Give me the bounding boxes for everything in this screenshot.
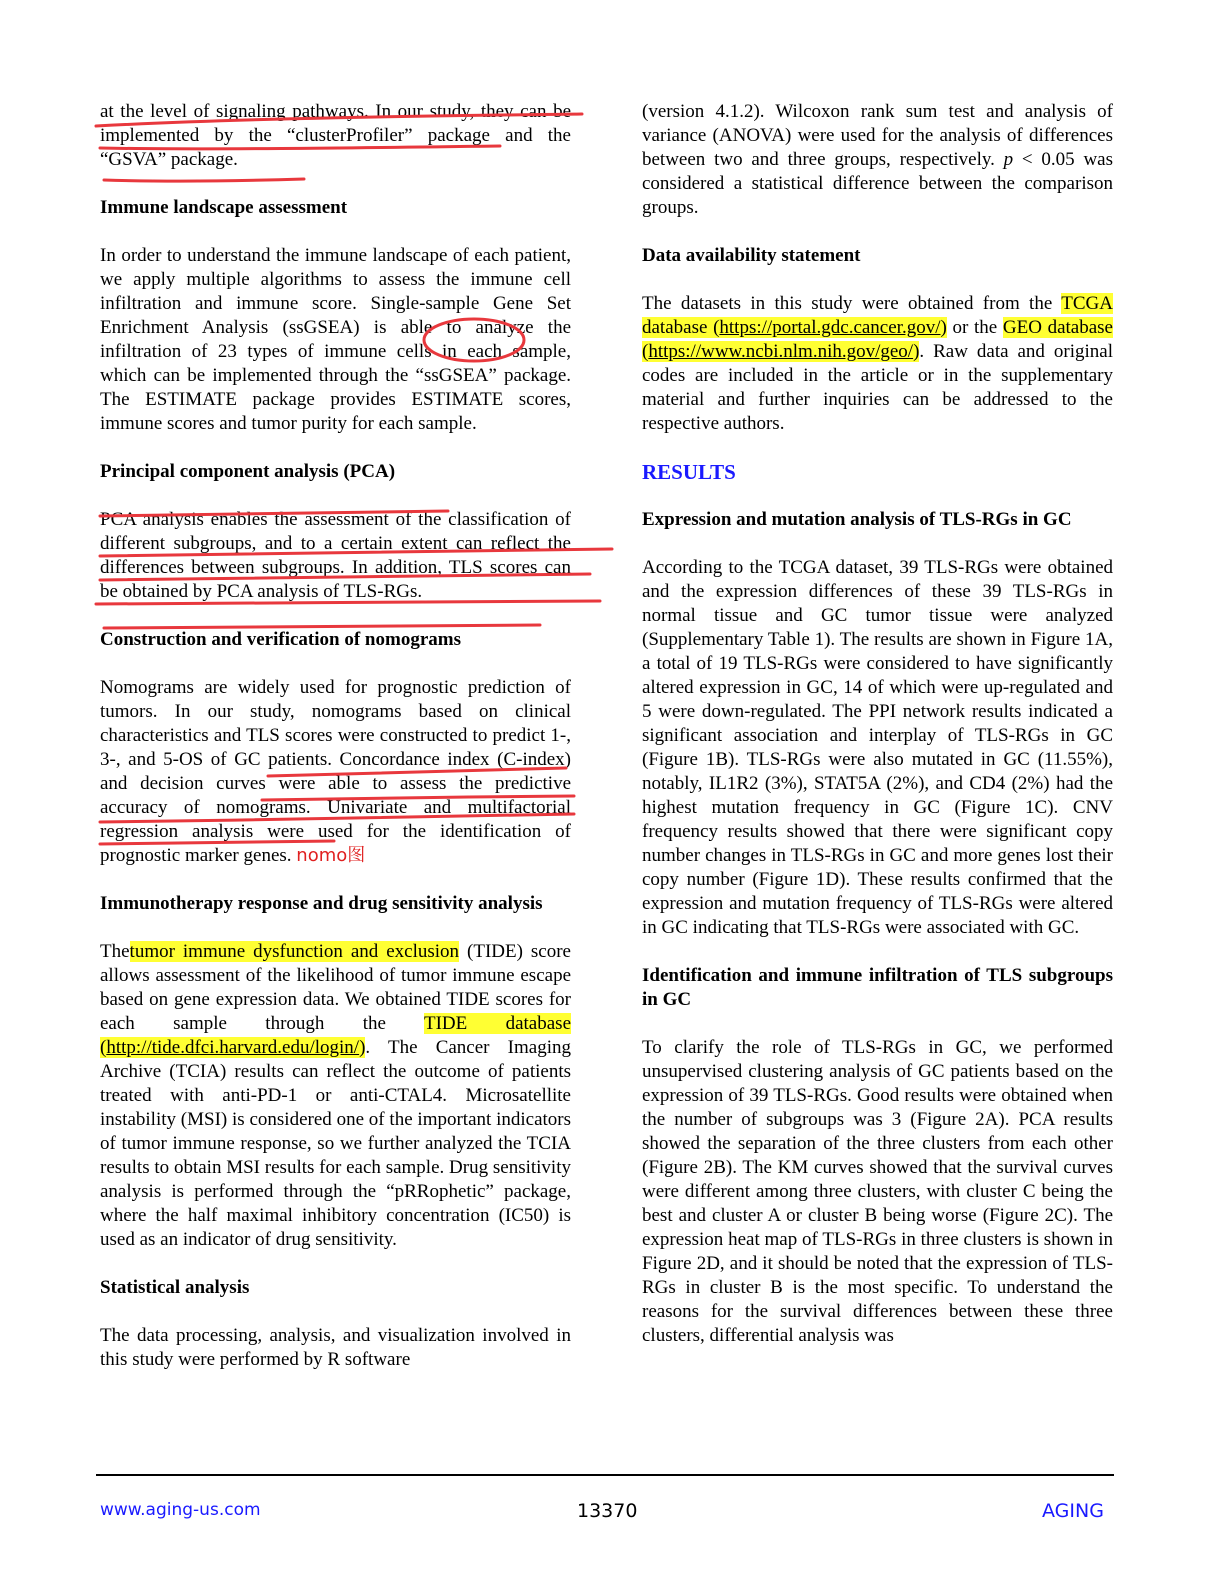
highlight-tide-definition: tumor immune dysfunction and exclusion bbox=[129, 941, 460, 962]
version-text-b: < 0.05 was considered a statistical difference between the comparison groups. bbox=[642, 149, 1114, 218]
heading-immunotherapy: Immunotherapy response and drug sensitivity analysis bbox=[100, 893, 543, 914]
tide-database-link[interactable]: http://tide.dfci.harvard.edu/login/ bbox=[106, 1037, 360, 1058]
paragraph-identification: To clarify the role of TLS-RGs in GC, we performed unsupervised clustering analysis of GC patients based on the expression of 39 TLS-RGs. Good results were obtained when the number of subgroups was 3 (Figure 2A). PCA results showed the separation of the three clusters from each other (Figure 2B). The KM curves showed that the survival curves were different among three clusters, with cluster C being the best and cluster A or cluster B being worse (Figure 2C). The expression heat map of TLS-RGs in three clusters is shown in Figure 2D, and it should be noted that the expression of TLS-RGs in cluster B is the most specific. To understand the reasons for the survival differences between these three clusters, differential analysis was bbox=[642, 1037, 1113, 1346]
tcga-close: ) bbox=[940, 317, 947, 338]
footer-rule bbox=[96, 1474, 1114, 1476]
paragraph-nomograms bbox=[100, 676, 571, 868]
nomograms-text: Nomograms are widely used for prognostic prediction of tumors. In our study, nomograms based on clinical characteristics and TLS scores were constructed to predict 1-, 3-, and 5-OS of GC patients. Concordance index (C-index) and decision curves were able to assess the predictive accuracy of nomograms. Univariate and multifactorial regression analysis were used for the identification of prognostic marker genes. bbox=[100, 677, 571, 866]
data-text-i: . Raw data and original codes are included in the article or in the supplementary material and further inquiries can be addressed to the respective authors. bbox=[642, 341, 1113, 434]
tide-text-a: The bbox=[100, 941, 130, 962]
geo-label: GEO database ( bbox=[642, 317, 1113, 362]
paragraph-signaling: at the level of signaling pathways. In our study, they can be implemented by the “clusterProfiler” package and the “GSVA” package. bbox=[100, 101, 571, 170]
footer-website[interactable]: www.aging-us.com bbox=[100, 1500, 261, 1520]
paragraph-data-availability bbox=[642, 292, 1113, 436]
heading-pca: Principal component analysis (PCA) bbox=[100, 461, 396, 482]
heading-data-availability: Data availability statement bbox=[642, 245, 861, 266]
tcga-label: TCGA database ( bbox=[642, 293, 1113, 338]
tide-db-close: ) bbox=[359, 1037, 366, 1058]
handwritten-note: nomo图 bbox=[296, 845, 366, 866]
footer-page-number: 13370 bbox=[577, 1500, 638, 1522]
paragraph-tide bbox=[100, 940, 571, 1252]
paragraph-expression-mutation: According to the TCGA dataset, 39 TLS-RGs were obtained and the expression differences of these 39 TLS-RGs in normal tissue and GC tumor tissue were analyzed (Supplementary Table 1). The results are shown in Figure 1A, a total of 19 TLS-RGs were considered to have significantly altered expression in GC, 14 of which were up-regulated and 5 were down-regulated. The PPI network results indicated a significant association and interplay of TLS-RGs in GC (Figure 1B). TLS-RGs were also mutated in GC (11.55%), notably, IL1R2 (3%), STAT5A (2%), and CD4 (2%) had the highest mutation frequency in GC (Figure 1C). CNV frequency results showed that there were significant copy number changes in TLS-RGs in GC and more genes lost their copy number (Figure 1D). These results confirmed that the expression and mutation frequency of TLS-RGs were altered in GC indicating that TLS-RGs were associated with GC. bbox=[642, 557, 1113, 938]
data-text-a: The datasets in this study were obtained from the bbox=[642, 293, 1062, 314]
left-column bbox=[100, 100, 571, 1372]
footer-journal: AGING bbox=[1042, 1500, 1104, 1522]
data-text-e: or the bbox=[946, 317, 1003, 338]
paragraph-pca: PCA analysis enables the assessment of the classification of different subgroups, and to a certain extent can reflect the differences between subgroups. In addition, TLS scores can be obtained by PCA analysis of TLS-RGs. bbox=[100, 509, 571, 602]
geo-link[interactable]: https://www.ncbi.nlm.nih.gov/geo/ bbox=[648, 341, 914, 362]
tide-db-label: TIDE database ( bbox=[100, 1013, 571, 1058]
version-text-a: (version 4.1.2). Wilcoxon rank sum test and analysis of variance (ANOVA) were used for the analysis of differences between two and three groups, respectively. bbox=[642, 101, 1113, 170]
right-column bbox=[642, 100, 1113, 1348]
heading-nomograms: Construction and verification of nomograms bbox=[100, 629, 461, 650]
tide-text-g: . The Cancer Imaging Archive (TCIA) results can reflect the outcome of patients treated with anti-PD-1 or anti-CTAL4. Microsatellite instability (MSI) is considered one of the important indicators of tumor immune response, so we further analyzed the TCIA results to obtain MSI results for each sample. Drug sensitivity analysis is performed through the “pRRophetic” package, where the half maximal inhibitory concentration (IC50) is used as an indicator of drug sensitivity. bbox=[100, 1037, 571, 1250]
tcga-link[interactable]: https://portal.gdc.cancer.gov/ bbox=[719, 317, 941, 338]
p-value-symbol: p bbox=[1003, 149, 1014, 170]
paragraph-immune-landscape: In order to understand the immune landscape of each patient, we apply multiple algorithms to assess the immune cell infiltration and immune score. Single-sample Gene Set Enrichment Analysis (ssGSEA) is able to analyze the infiltration of 23 types of immune cells in each sample, which can be implemented through the “ssGSEA” package. The ESTIMATE package provides ESTIMATE scores, immune scores and tumor purity for each sample. bbox=[100, 245, 571, 434]
paragraph-version bbox=[642, 100, 1113, 220]
heading-identification: Identification and immune infiltration of TLS subgroups in GC bbox=[642, 965, 1113, 1010]
section-title-results: RESULTS bbox=[642, 460, 736, 484]
heading-statistical-analysis: Statistical analysis bbox=[100, 1277, 250, 1298]
tide-text-c: (TIDE) score allows assessment of the likelihood of tumor immune escape based on gene expression data. We obtained TIDE scores for each sample through the bbox=[100, 941, 571, 1034]
heading-expression-mutation: Expression and mutation analysis of TLS-RGs in GC bbox=[642, 509, 1072, 530]
heading-immune-landscape: Immune landscape assessment bbox=[100, 197, 348, 218]
paragraph-statistical: The data processing, analysis, and visualization involved in this study were performed by R software bbox=[100, 1325, 571, 1370]
geo-close: ) bbox=[913, 341, 920, 362]
